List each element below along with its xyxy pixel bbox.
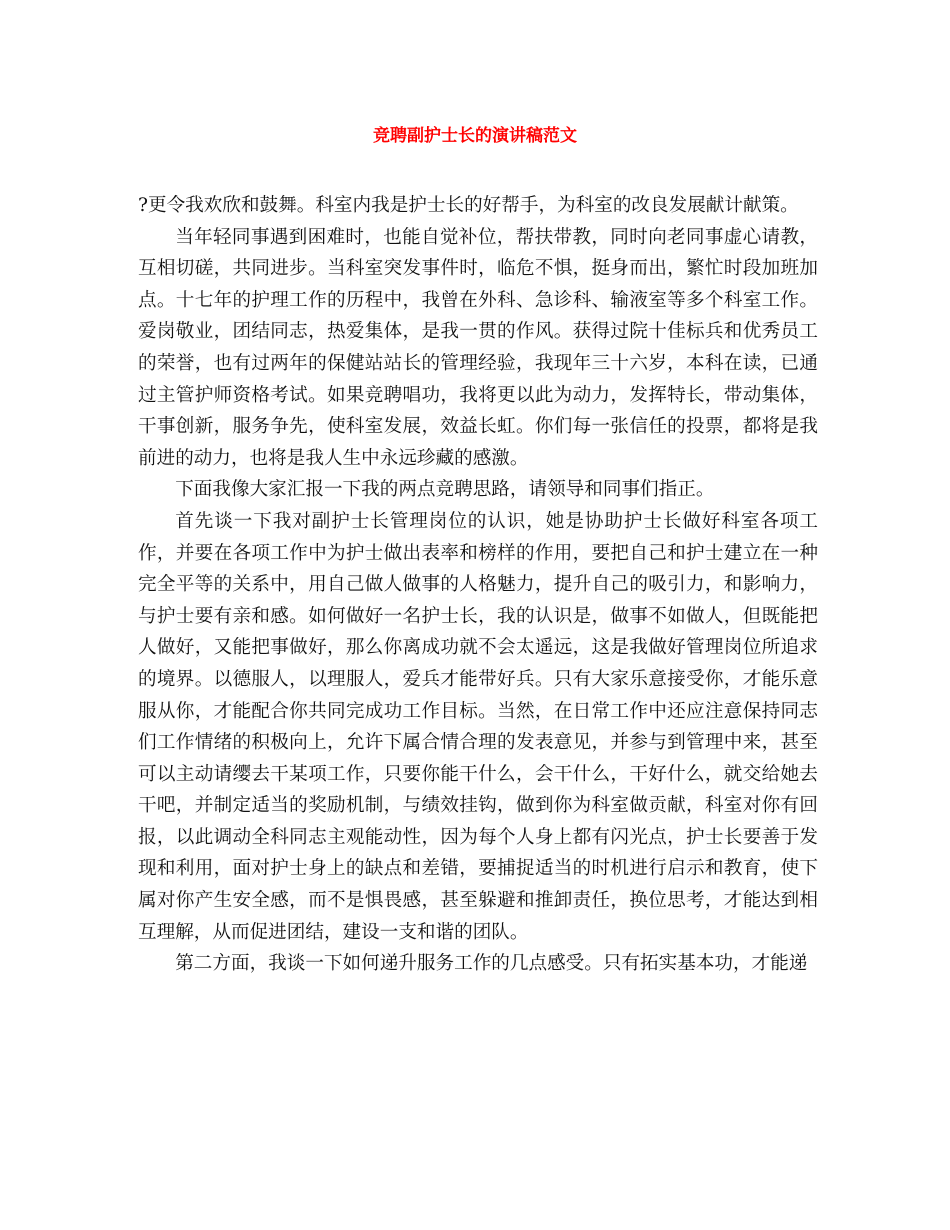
paragraph-3: 下面我像大家汇报一下我的两点竞聘思路，请领导和同事们指正。 (175, 479, 715, 501)
paragraph-5: 第二方面，我谈一下如何递升服务工作的几点感受。只有拓实基本功，才能递 (175, 953, 808, 975)
document-body (138, 190, 818, 980)
paragraph-2: 当年轻同事遇到困难时，也能自觉补位，帮扶带教，同时向老同事虚心请教，互相切磋，共同进步。当科室突发事件时，临危不惧，挺身而出，繁忙时段加班加点。十七年的护理工作的历程中，我曾在外科、急诊科、输液室等多个科室工作。爱岗敬业，团结同志，热爱集体，是我一贯的作风。获得过院十佳标兵和优秀员工的荣誉，也有过两年的保健站站长的管理经验，我现年三十六岁，本科在读，已通过主管护师资格考试。如果竞聘唱功，我将更以此为动力，发挥特长，带动集体，干事创新，服务争先，使科室发展，效益长虹。你们每一张信任的投票，都将是我前进的动力，也将是我人生中永远珍藏的感激。 (138, 226, 818, 469)
paragraph-1: ?更令我欢欣和鼓舞。科室内我是护士长的好帮手，为科室的改良发展献计献策。 (138, 195, 799, 216)
document-title: 竞聘副护士长的演讲稿范文 (373, 126, 577, 146)
paragraph-4: 首先谈一下我对副护士长管理岗位的认识，她是协助护士长做好科室各项工作，并要在各项工作中为护士做出表率和榜样的作用，要把自己和护士建立在一种完全平等的关系中，用自己做人做事的人格魅力，提升自己的吸引力，和影响力，与护士要有亲和感。如何做好一名护士长，我的认识是，做事不如做人，但既能把人做好，又能把事做好，那么你离成功就不会太遥远，这是我做好管理岗位所追求的境界。以德服人，以理服人，爱兵才能带好兵。只有大家乐意接受你，才能乐意服从你，才能配合你共同完成功工作目标。当然，在日常工作中还应注意保持同志们工作情绪的积极向上，允许下属合情合理的发表意见，并参与到管理中来，甚至可以主动请缨去干某项工作，只要你能干什么，会干什么，干好什么，就交给她去干吧，并制定适当的奖励机制，与绩效挂钩，做到你为科室做贡献，科室对你有回报，以此调动全科同志主观能动性，因为每个人身上都有闪光点，护士长要善于发现和利用，面对护士身上的缺点和差错，要捕捉适当的时机进行启示和教育，使下属对你产生安全感，而不是惧畏感，甚至躲避和推卸责任，换位思考，才能达到相互理解，从而促进团结，建设一支和谐的团队。 (138, 510, 818, 943)
